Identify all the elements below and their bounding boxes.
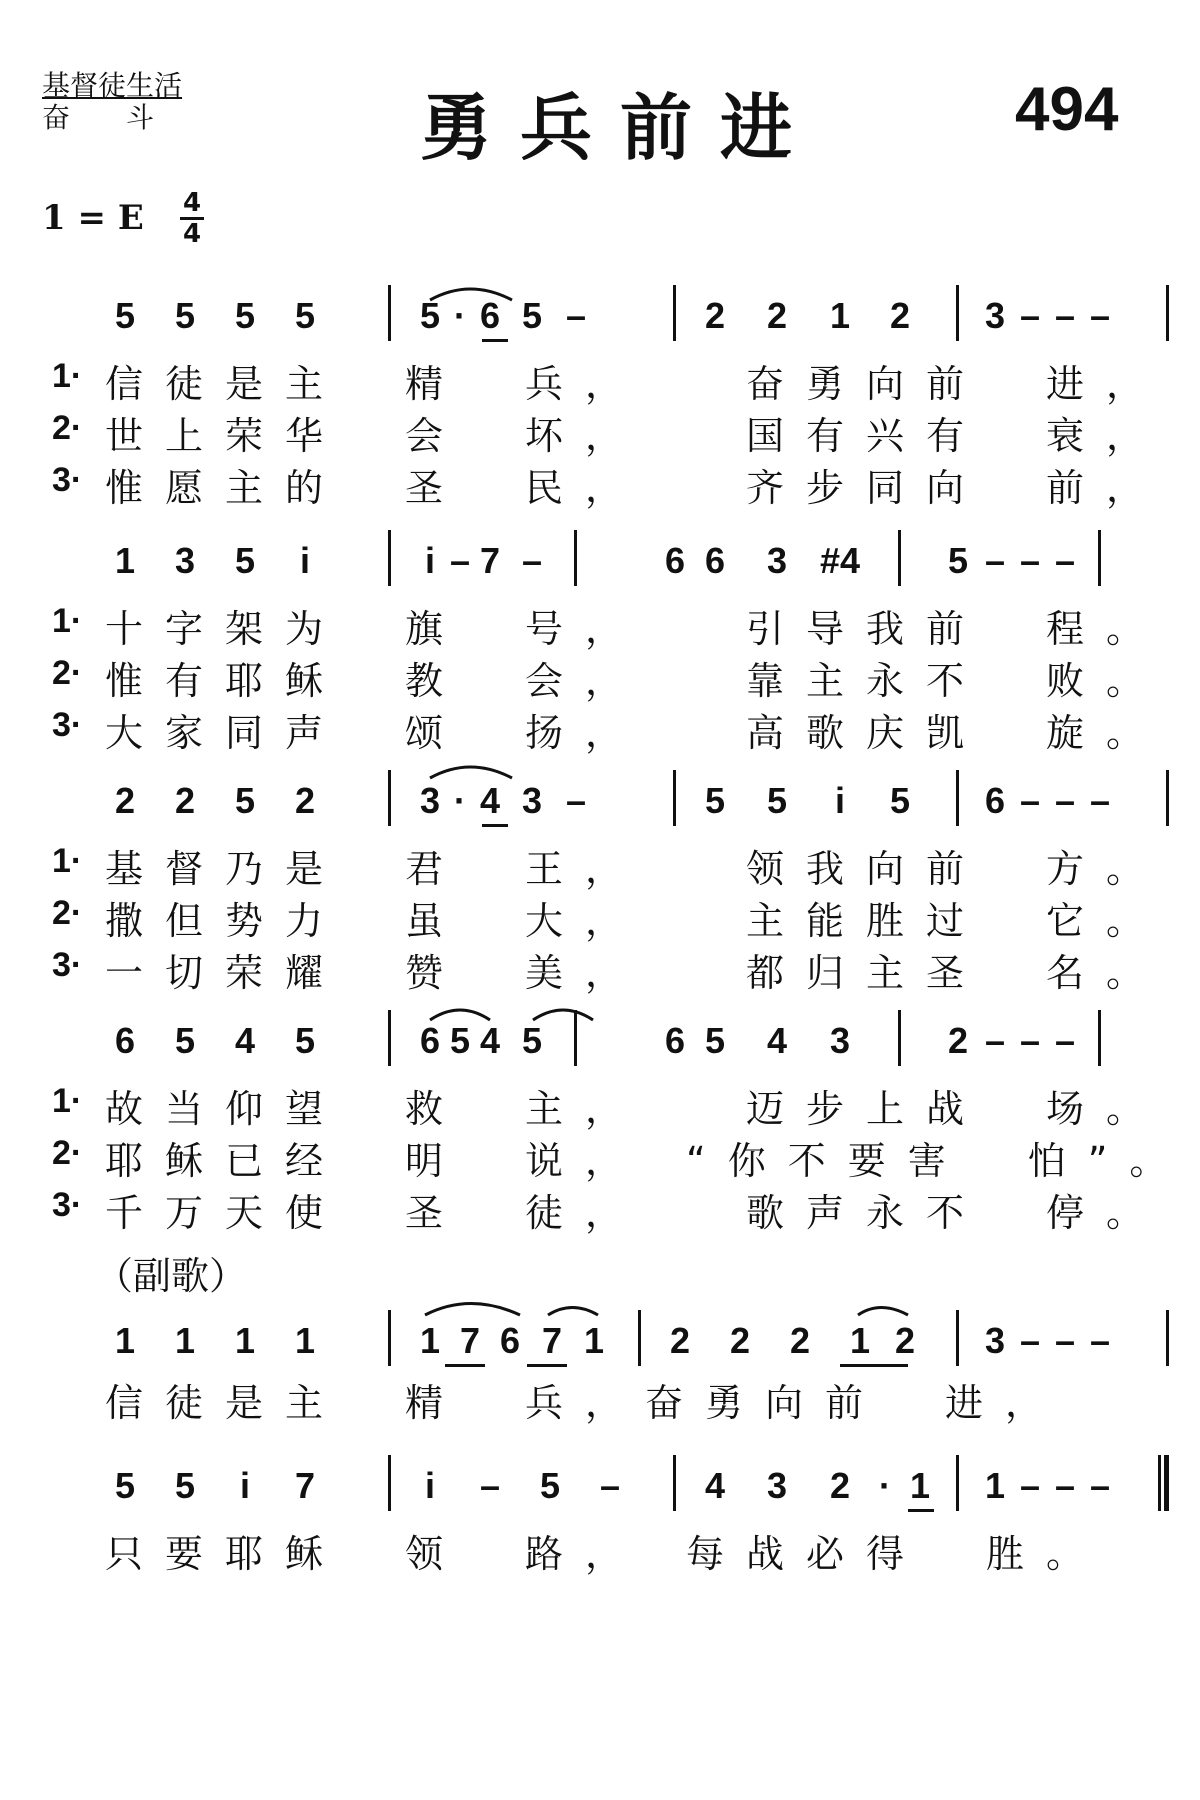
time-top: 4: [182, 188, 202, 218]
note: 2: [729, 1320, 751, 1361]
note: 3: [419, 780, 441, 821]
note: 6: [704, 540, 726, 581]
note: 1: [419, 1320, 441, 1361]
note: 2: [174, 780, 196, 821]
hymn-number: 494: [1015, 75, 1119, 144]
note: –: [565, 295, 587, 336]
note: 1: [234, 1320, 256, 1361]
note: 5: [947, 540, 969, 581]
lyric-line: 故当仰望 救 主， 迈步上战 场。: [105, 1087, 1167, 1131]
note: –: [1019, 1465, 1041, 1506]
lyric-line: 基督乃是 君 王， 领我向前 方。: [105, 847, 1167, 891]
note: –: [1054, 540, 1076, 581]
note: i: [424, 1465, 435, 1506]
note: 3: [521, 780, 543, 821]
tie-arc: [533, 1010, 593, 1020]
note: 4: [234, 1020, 256, 1061]
note: 1: [114, 1320, 136, 1361]
note: –: [521, 540, 543, 581]
note: 5: [449, 1020, 471, 1061]
note: 4: [479, 780, 501, 821]
note: –: [565, 780, 587, 821]
note: 5: [174, 295, 196, 336]
note: 7: [541, 1320, 563, 1361]
lyric-line: 撒但势力 虽 大， 主能胜过 它。: [105, 899, 1167, 943]
note: 5: [234, 540, 256, 581]
chorus-lyric-line: 信徒是主 精 兵，奋勇向前 进，: [105, 1381, 1066, 1425]
lyric-line: 一切荣耀 赞 美， 都归主圣 名。: [105, 951, 1167, 995]
note: 6: [479, 295, 501, 336]
note: 3: [984, 295, 1006, 336]
note: –: [1089, 1320, 1111, 1361]
note: 2: [704, 295, 726, 336]
note: –: [1089, 780, 1111, 821]
note: 2: [114, 780, 136, 821]
note: 1: [829, 295, 851, 336]
note: 3: [829, 1020, 851, 1061]
verse-number: 3·: [52, 1186, 83, 1224]
note: 5: [766, 780, 788, 821]
note: 5: [704, 1020, 726, 1061]
note: –: [1089, 1465, 1111, 1506]
note: 5: [521, 295, 543, 336]
verse-number: 1·: [52, 842, 83, 880]
note: 2: [829, 1465, 851, 1506]
note: –: [1019, 1320, 1041, 1361]
key-signature: 1 = E: [42, 198, 144, 238]
note: 2: [789, 1320, 811, 1361]
note: –: [984, 540, 1006, 581]
note: 7: [459, 1320, 481, 1361]
note: 1: [583, 1320, 605, 1361]
note: 6: [114, 1020, 136, 1061]
note: –: [479, 1465, 501, 1506]
note: 5: [114, 1465, 136, 1506]
category-line-2: 奋 斗: [42, 101, 155, 134]
note: 5: [234, 295, 256, 336]
note: ·: [454, 295, 466, 336]
note: –: [1019, 295, 1041, 336]
note: i: [239, 1465, 250, 1506]
tie-arc: [430, 289, 512, 300]
lyric-line: 信徒是主 精 兵， 奋勇向前 进，: [105, 362, 1167, 406]
note: 1: [174, 1320, 196, 1361]
verse-number: 2·: [52, 409, 83, 447]
note: 5: [889, 780, 911, 821]
note: ·: [454, 780, 466, 821]
note: –: [1054, 1465, 1076, 1506]
note: 5: [539, 1465, 561, 1506]
note: –: [1054, 1320, 1076, 1361]
tie-arc: [430, 1010, 490, 1020]
note: –: [1054, 780, 1076, 821]
verse-number: 2·: [52, 1134, 83, 1172]
note: 3: [174, 540, 196, 581]
note: –: [449, 540, 471, 581]
verse-number: 2·: [52, 654, 83, 692]
note: 3: [766, 1465, 788, 1506]
verse-number: 1·: [52, 357, 83, 395]
note: i: [424, 540, 435, 581]
note: 1: [984, 1465, 1006, 1506]
note: 6: [499, 1320, 521, 1361]
tie-arc: [430, 767, 512, 778]
note: 5: [234, 780, 256, 821]
note: –: [984, 1020, 1006, 1061]
note: 2: [294, 780, 316, 821]
verse-number: 1·: [52, 1082, 83, 1120]
note: –: [1089, 295, 1111, 336]
note: ·: [879, 1465, 891, 1506]
lyric-line: 惟有耶稣 教 会， 靠主永不 败。: [105, 659, 1167, 703]
verse-number: 3·: [52, 461, 83, 499]
verse-number: 3·: [52, 706, 83, 744]
note: 1: [114, 540, 136, 581]
note: 4: [704, 1465, 726, 1506]
note: –: [1054, 295, 1076, 336]
note: –: [1019, 1020, 1041, 1061]
chorus-label: （副歌）: [95, 1254, 248, 1298]
lyric-line: 十字架为 旗 号， 引导我前 程。: [105, 607, 1167, 651]
note: 2: [669, 1320, 691, 1361]
tie-arc: [548, 1308, 598, 1316]
note: 5: [114, 295, 136, 336]
note: 7: [479, 540, 501, 581]
note: –: [1019, 780, 1041, 821]
note: 4: [766, 1020, 788, 1061]
note: 7: [294, 1465, 316, 1506]
note: –: [1054, 1020, 1076, 1061]
note: 3: [766, 540, 788, 581]
note: 6: [419, 1020, 441, 1061]
verse-number: 1·: [52, 602, 83, 640]
lyric-line: 世上荣华 会 坏， 国有兴有 衰，: [105, 414, 1167, 458]
note: 6: [984, 780, 1006, 821]
note: 1: [909, 1465, 931, 1506]
note: 3: [984, 1320, 1006, 1361]
tie-arc: [425, 1304, 520, 1316]
note: i: [834, 780, 845, 821]
note: 5: [174, 1020, 196, 1061]
note: 5: [521, 1020, 543, 1061]
note: 6: [664, 1020, 686, 1061]
note: 6: [664, 540, 686, 581]
note: 2: [894, 1320, 916, 1361]
note: –: [599, 1465, 621, 1506]
lyric-line: 大家同声 颂 扬， 高歌庆凯 旋。: [105, 711, 1167, 755]
tie-arc: [858, 1308, 908, 1316]
note: 5: [419, 295, 441, 336]
note: 5: [294, 295, 316, 336]
time-bottom: 4: [182, 219, 202, 249]
note: –: [1019, 540, 1041, 581]
verse-number: 3·: [52, 946, 83, 984]
note: 1: [849, 1320, 871, 1361]
verse-number: 2·: [52, 894, 83, 932]
note: 2: [947, 1020, 969, 1061]
note: 2: [889, 295, 911, 336]
note: 5: [704, 780, 726, 821]
note: 5: [174, 1465, 196, 1506]
note: i: [299, 540, 310, 581]
category-line-1: 基督徒生活: [42, 69, 183, 102]
note: 1: [294, 1320, 316, 1361]
note: 4: [479, 1020, 501, 1061]
note: 2: [766, 295, 788, 336]
lyric-line: 惟愿主的 圣 民， 齐步同向 前，: [105, 466, 1167, 510]
hymn-title: 勇兵前进: [420, 85, 821, 170]
note: #4: [820, 540, 861, 581]
lyric-line: 千万天使 圣 徒， 歌声永不 停。: [105, 1191, 1167, 1235]
lyric-line: 耶稣已经 明 说， “你不要害 怕”。: [105, 1139, 1190, 1183]
note: 5: [294, 1020, 316, 1061]
chorus-lyric-line: 只要耶稣 领 路， 每战必得 胜。: [105, 1532, 1107, 1576]
